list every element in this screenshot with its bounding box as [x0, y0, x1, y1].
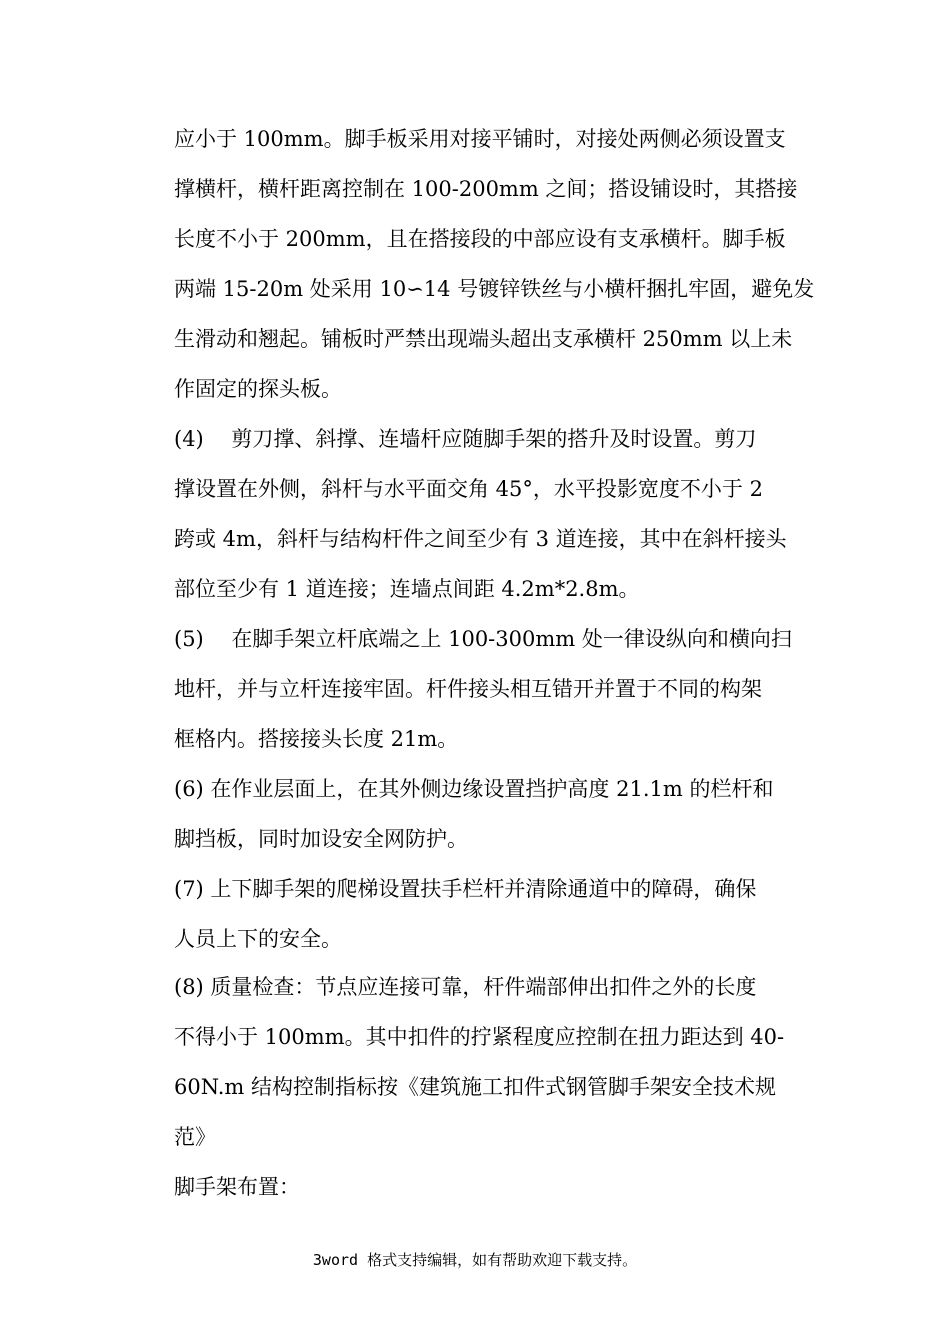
- paragraph-line: 人员上下的安全。: [174, 927, 342, 951]
- paragraph-line: 60N.m 结构控制指标按《建筑施工扣件式钢管脚手架安全技术规: [174, 1075, 777, 1099]
- paragraph-line: 范》: [174, 1125, 216, 1149]
- paragraph-line: 两端 15-20m 处采用 10∽14 号镀锌铁丝与小横杆捆扎牢固，避免发: [174, 277, 815, 301]
- paragraph-line: 跨或 4m，斜杆与结构杆件之间至少有 3 道连接，其中在斜杆接头: [174, 527, 787, 551]
- paragraph-line: (6) 在作业层面上，在其外侧边缘设置挡护高度 21.1m 的栏杆和: [174, 777, 774, 801]
- paragraph-line: 生滑动和翘起。铺板时严禁出现端头超出支承横杆 250mm 以上未: [174, 327, 793, 351]
- paragraph-line: (8) 质量检查：节点应连接可靠，杆件端部伸出扣件之外的长度: [174, 975, 757, 999]
- page-footer: 3word 格式支持编辑，如有帮助欢迎下载支持。: [312, 1251, 638, 1269]
- paragraph-line: 长度不小于 200mm，且在搭接段的中部应设有支承横杆。脚手板: [174, 227, 786, 251]
- paragraph-line: (7) 上下脚手架的爬梯设置扶手栏杆并清除通道中的障碍，确保: [174, 877, 757, 901]
- paragraph-line: 撑横杆，横杆距离控制在 100-200mm 之间；搭设铺设时，其搭接: [174, 177, 798, 201]
- paragraph-line: (5) 在脚手架立杆底端之上 100-300mm 处一律设纵向和横向扫: [174, 627, 792, 651]
- section-heading: 脚手架布置：: [174, 1175, 300, 1199]
- paragraph-line: 撑设置在外侧，斜杆与水平面交角 45°，水平投影宽度不小于 2: [174, 477, 763, 501]
- paragraph-line: 不得小于 100mm。其中扣件的拧紧程度应控制在扭力距达到 40-: [174, 1025, 785, 1049]
- paragraph-line: 脚挡板，同时加设安全网防护。: [174, 827, 468, 851]
- paragraph-line: 应小于 100mm。脚手板采用对接平铺时，对接处两侧必须设置支: [174, 127, 786, 151]
- paragraph-line: 地杆，并与立杆连接牢固。杆件接头相互错开并置于不同的构架: [174, 677, 762, 701]
- paragraph-line: 作固定的探头板。: [174, 377, 342, 401]
- paragraph-line: (4) 剪刀撑、斜撑、连墙杆应随脚手架的搭升及时设置。剪刀: [174, 427, 757, 451]
- paragraph-line: 部位至少有 1 道连接；连墙点间距 4.2m*2.8m。: [174, 577, 640, 601]
- paragraph-line: 框格内。搭接接头长度 21m。: [174, 727, 459, 751]
